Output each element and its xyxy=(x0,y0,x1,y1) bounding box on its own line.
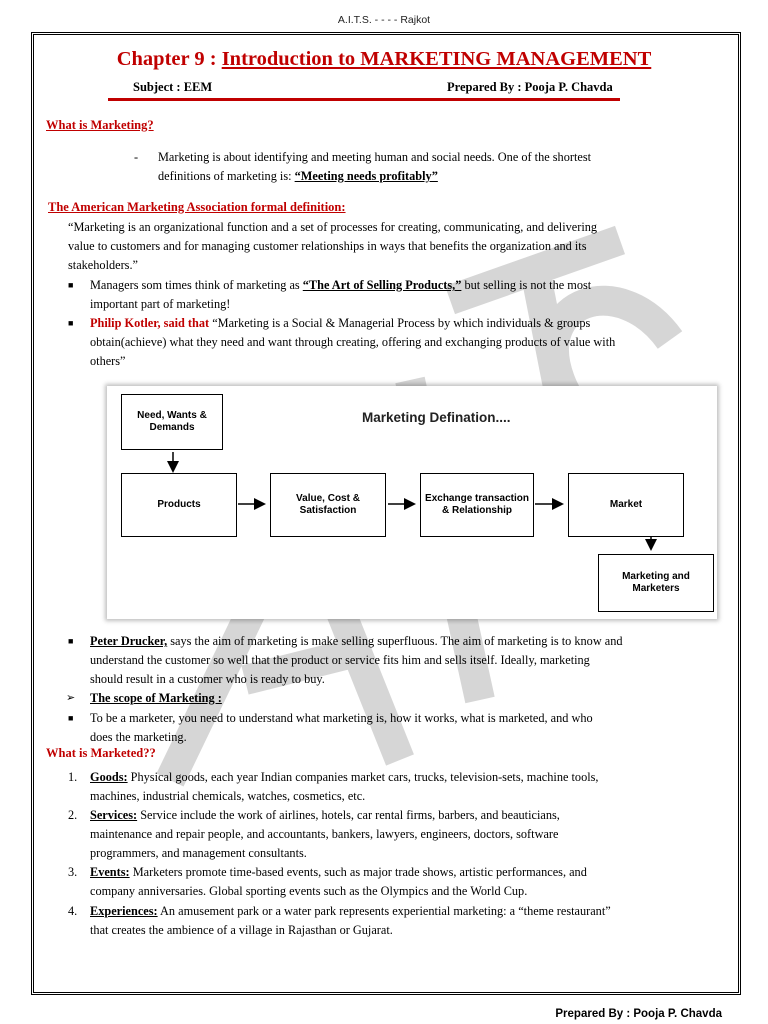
events-line1: Events: Marketers promote time-based events, such as major trade shows, artistic performances, and xyxy=(90,865,587,879)
scope-line2: does the marketing. xyxy=(90,730,187,744)
drucker-line1: Peter Drucker, says the aim of marketing is make selling superfluous. The aim of marketing is to know and xyxy=(90,634,623,648)
heading-scope: The scope of Marketing : xyxy=(90,691,222,705)
page-header: A.I.T.S. - - - - Rajkot xyxy=(337,14,431,26)
marketing-definition-diagram xyxy=(107,386,717,619)
bullet-square-icon: ■ xyxy=(68,713,74,723)
list-number: 1. xyxy=(68,770,78,784)
kotler-line3: others” xyxy=(90,354,126,368)
goods-line2: machines, industrial chemicals, watches, cosmetics, etc. xyxy=(90,789,366,803)
dash-marker: - xyxy=(134,150,139,164)
managers-line1: Managers som times think of marketing as “The Art of Selling Products,” but selling is not the most xyxy=(90,278,592,292)
services-line1: Services: Service include the work of airlines, hotels, car rental firms, barbers, and beauticians, xyxy=(90,808,560,822)
heading-what-is-marketing: What is Marketing? xyxy=(46,118,154,132)
heading-ama-definition: The American Marketing Association formal definition: xyxy=(48,200,346,214)
kotler-line2: obtain(achieve) what they need and want through creating, offering and exchanging products of value with xyxy=(90,335,616,349)
arrow-bullet-icon: ➢ xyxy=(66,692,76,704)
page-footer: Prepared By : Pooja P. Chavda xyxy=(555,1008,722,1020)
heading-what-is-marketed: What is Marketed?? xyxy=(46,746,156,760)
experiences-line1: Experiences: An amusement park or a water park represents experiential marketing: a “theme restaurant” xyxy=(90,904,611,918)
box-products: Products xyxy=(121,473,237,537)
page-title: Chapter 9 : Introduction to MARKETING MANAGEMENT xyxy=(116,48,652,70)
managers-line2: important part of marketing! xyxy=(90,297,231,311)
list-number: 2. xyxy=(68,808,78,822)
bullet-square-icon: ■ xyxy=(68,636,74,646)
goods-line1: Goods: Physical goods, each year Indian companies market cars, trucks, television-sets, machine tools, xyxy=(90,770,599,784)
prepared-by-label: Prepared By : Pooja P. Chavda xyxy=(447,80,613,94)
ama-line1: “Marketing is an organizational function and a set of processes for creating, communicating, and delivering xyxy=(68,220,598,234)
title-divider xyxy=(108,98,620,101)
box-value-cost-satisfaction: Value, Cost & Satisfaction xyxy=(270,473,386,537)
drucker-line2: understand the customer so well that the product or service fits him and sells itself. Ideally, marketing xyxy=(90,653,590,667)
box-market: Market xyxy=(568,473,684,537)
marketing-def-line2: definitions of marketing is: “Meeting needs profitably” xyxy=(158,169,438,183)
scope-line1: To be a marketer, you need to understand what marketing is, how it works, what is marketed, and who xyxy=(90,711,593,725)
box-exchange-transaction: Exchange transaction & Relationship xyxy=(420,473,534,537)
kotler-line1: Philip Kotler, said that “Marketing is a Social & Managerial Process by which individuals & groups xyxy=(90,316,591,330)
diagram-title: Marketing Defination.... xyxy=(362,410,511,425)
ama-line2: value to customers and for managing customer relationships in ways that benefits the organization and its xyxy=(68,239,587,253)
events-line2: company anniversaries. Global sporting events such as the Olympics and the World Cup. xyxy=(90,884,528,898)
box-needs-wants-demands: Need, Wants & Demands xyxy=(121,394,223,450)
services-line2: maintenance and repair people, and accountants, bankers, lawyers, engineers, doctors, software xyxy=(90,827,559,841)
subject-label: Subject : EEM xyxy=(133,80,213,94)
ama-line3: stakeholders.” xyxy=(68,258,138,272)
list-number: 4. xyxy=(68,904,78,918)
drucker-line3: should result in a customer who is ready to buy. xyxy=(90,672,325,686)
list-number: 3. xyxy=(68,865,78,879)
services-line3: programmers, and management consultants. xyxy=(90,846,307,860)
bullet-square-icon: ■ xyxy=(68,280,74,290)
box-marketing-and-marketers: Marketing and Marketers xyxy=(598,554,714,612)
experiences-line2: that creates the ambience of a village in Rajasthan or Gujarat. xyxy=(90,923,393,937)
marketing-def-line1: Marketing is about identifying and meeting human and social needs. One of the shortest xyxy=(158,150,592,164)
bullet-square-icon: ■ xyxy=(68,318,74,328)
